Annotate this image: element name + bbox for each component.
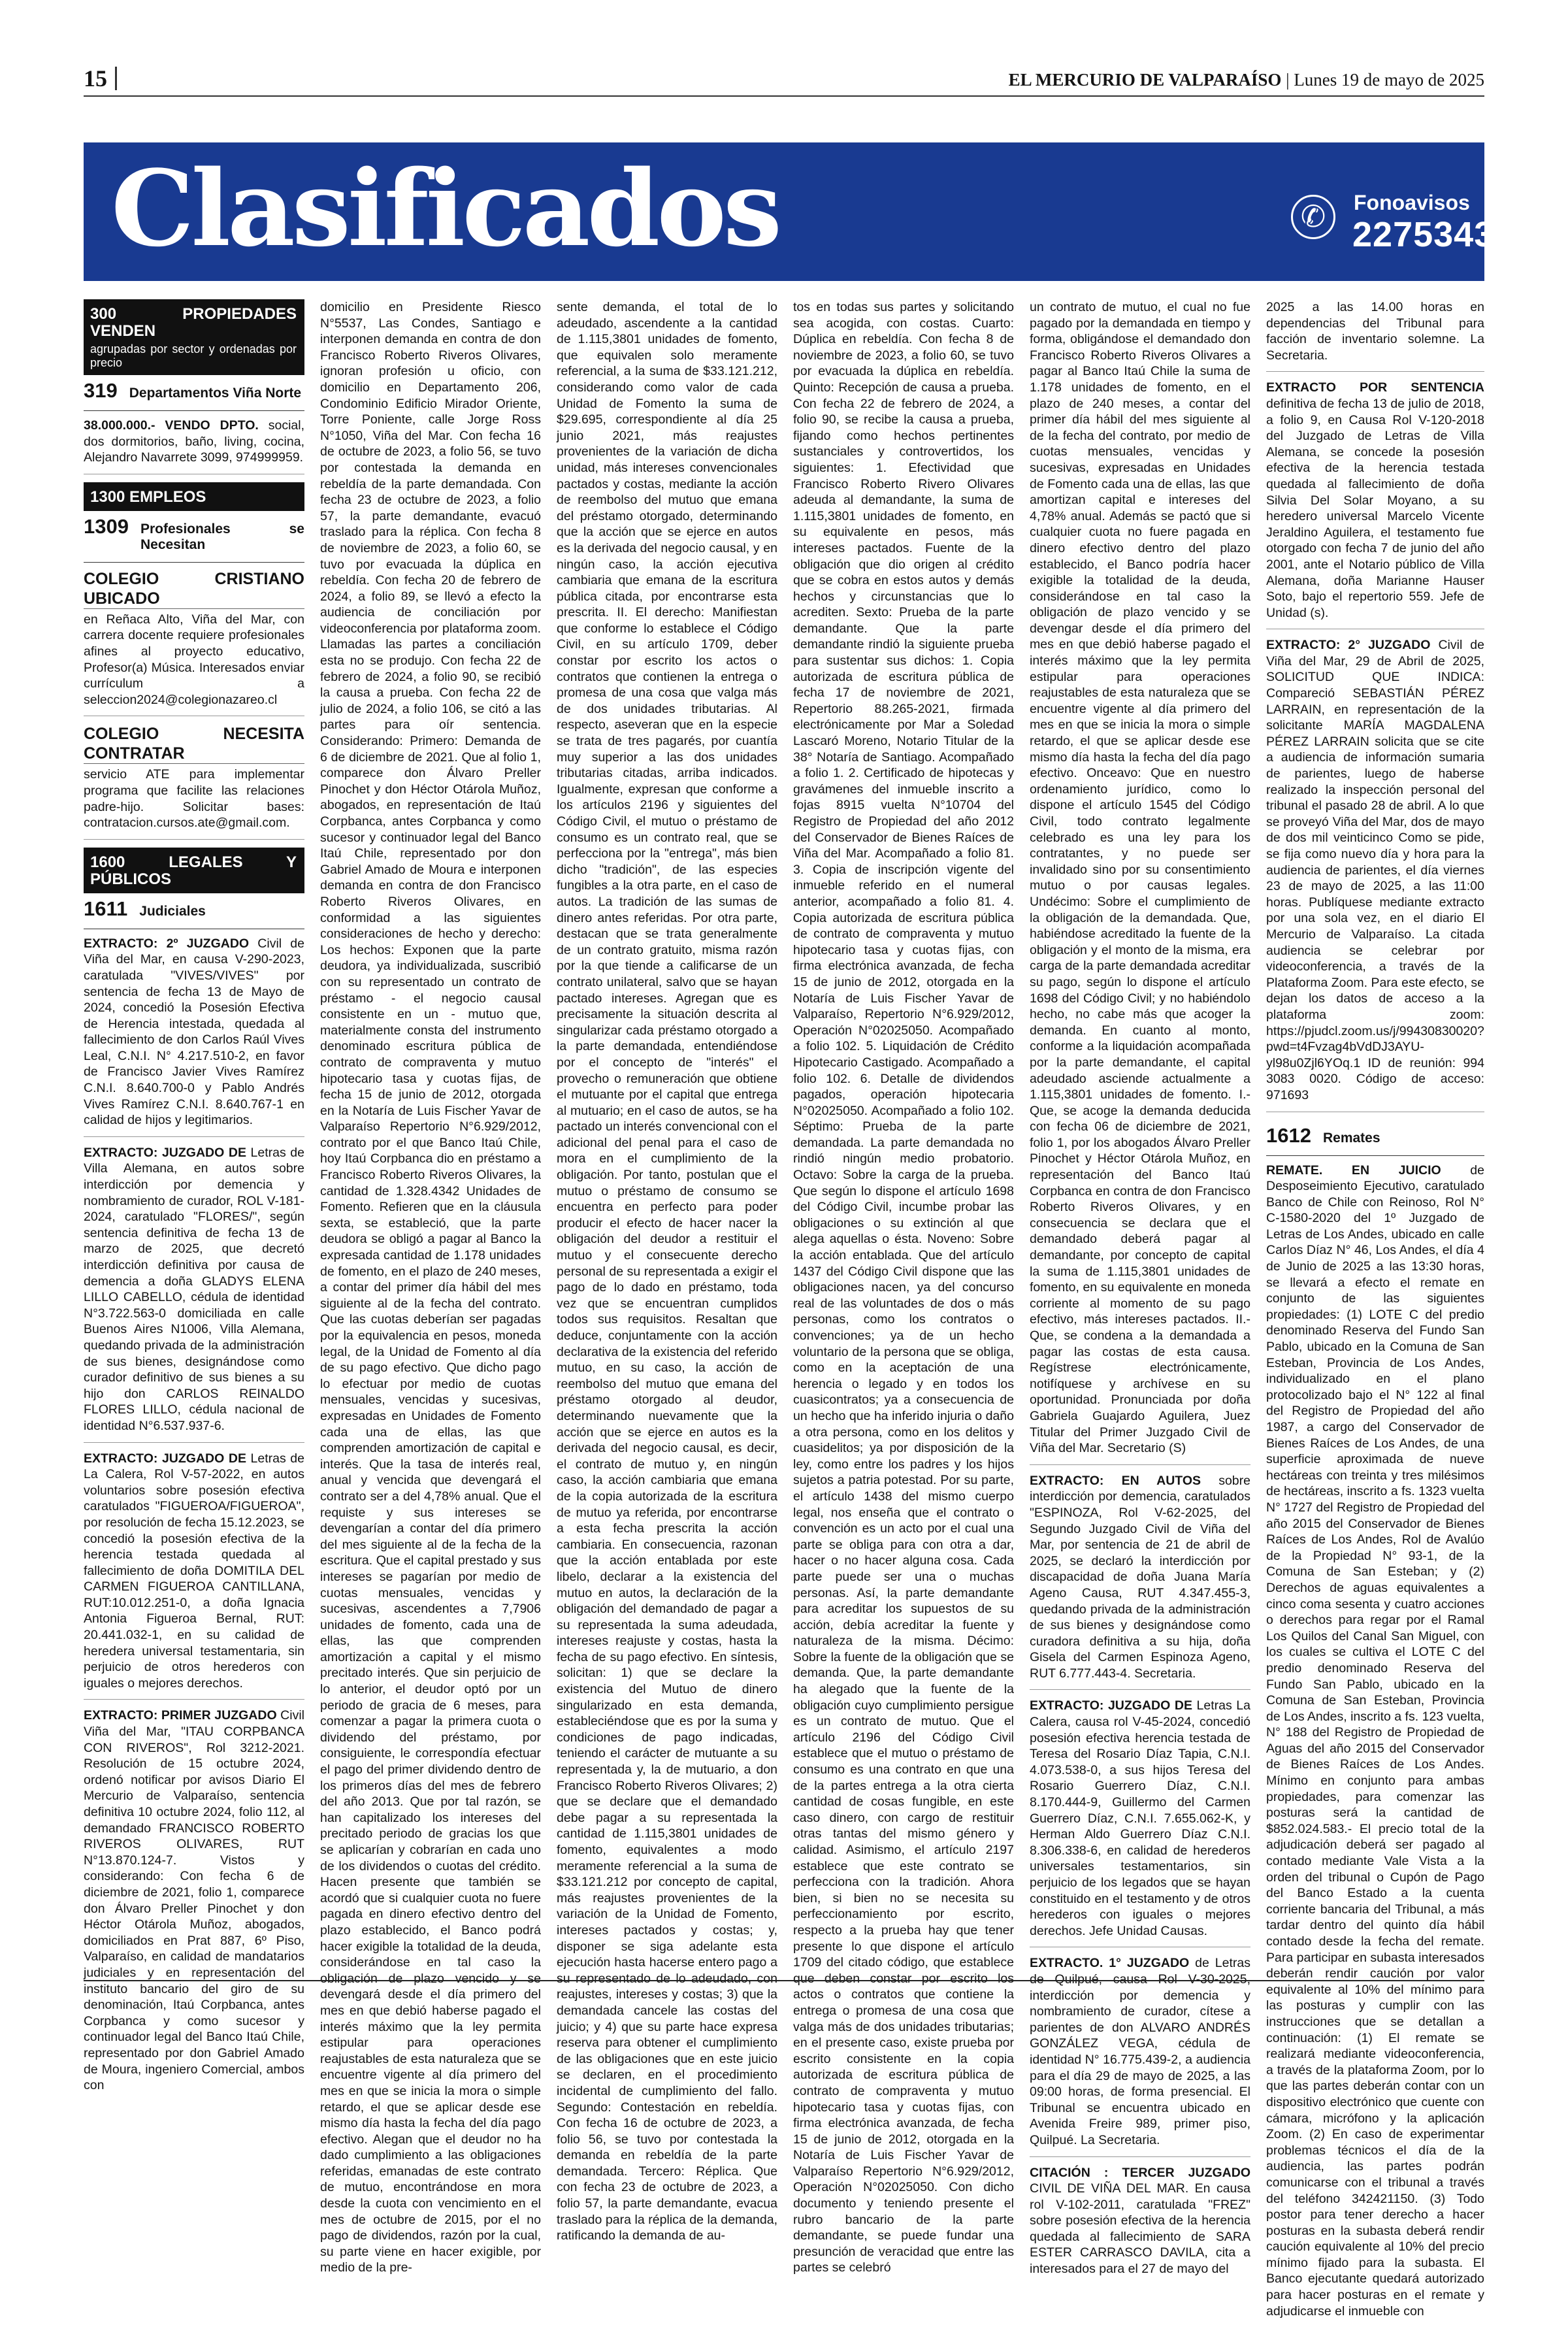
notice-continuation: sente demanda, el total de lo adeudado, ascendente a la cantidad de 1.115,3801 unidades de fomento, que equivalen solo meramente referencial, a la suma de $33.121.212, considerando como valor de cada Unidad de Fomento la suma de $29.695, correspondiente al día 25 junio 2021, más reajustes provenientes de la variación de dicha unidad, más intereses convencionales pactados y costas, mediante la acción de reembolso del mutuo que emana del préstamo otorgado, determinando que la acción que se ejerce en autos es la derivada del negocio causal, y en ningún caso, la acción ejecutiva cambiaria que emana de la escritura pública citada, por encontrarse esta prescrita. II. El derecho: Manifiestan que conforme lo establece el Código Civil, en su artículo 1709, deber constar por escrito los actos o contratos que contienen la entrega o promesa de una cosa que valga más de dos unidades tributarias. Al respecto, aseveran que en la especie se trata de tres pagarés, por cuantía muy superior a las dos unidades tributarias citadas, arriba indicados. Igualmente, expresan que conforme a los artículos 2196 y siguientes del Código Civil, el mutuo o préstamo de consumo es un contrato real, que se perfecciona por la "entrega", más bien dicho "tradición", de las especies fungibles a la otra parte, en el caso de autos. La tradición de las sumas de dinero antes referidas. Por otra parte, destacan que se trata generalmente de un contrato gratuito, misma razón por la que tiende a calificarse de un contrato unilateral, salvo que se hayan pactado intereses. Agregan que es precisamente la situación descrita al singularizar cada préstamo otorgado a la parte demandada, entendiéndose por el concepto de "interés" el provecho o remuneración que obtiene el mutuante por el capital que entrega al mutuario; en el caso de autos, se ha pactado un interés convencional con el adicional del penal para el caso de mora en el cumplimiento de la obligación. Por tanto, postulan que el mutuo o préstamo de consumo se encuentra en perfecto para poder producir el efecto de hacer nacer la obligación del deudor a restituir el mutuo y el consecuente derecho personal de su representada a exigir el pago de lo dado en préstamo, toda vez que se encuentran cumplidos todos sus requisitos. Resaltan que deduce, conjuntamente con la acción declarativa de la existencia del referido mutuo, en su caso, la acción de reembolso del mutuo que emana del préstamo otorgado al deudor, determinando nuevamente que la acción que se ejerce en autos es la derivada del negocio causal, es decir, el contrato de mutuo y, en ningún caso, la acción cambiaria que emana de la copia autorizada de la escritura de mutuo ya referida, por encontrarse a esta fecha prescrita la acción cambiaria. En consecuencia, razonan que la acción entablada por este libelo, declarar a la existencia del mutuo en autos, la declaración de la obligación del demandado de pagar a su representada la suma adeudada, intereses reajuste y costas, hasta la fecha de su pago efectivo. En síntesis, solicitan: 1) que se declare la existencia del Mutuo de dinero singularizado en esta demanda, estableciéndose que es por la suma y condiciones de pago indicadas, teniendo el carácter de mutuante a su representada y, la de mutuario, a don Francisco Roberto Riveros Olivares; 2) que se declare que el demandado debe pagar a su representada la cantidad de 1.115,3801 unidades de fomento, equivalentes a modo meramente referencial a la suma de $33.121.212 por concepto de capital, más reajustes provenientes de la variación de la Unidad de Fomento, intereses pactados y costas; y, disponer se siga adelante esta ejecución hasta hacerse entero pago a su representado de lo adeudado, con reajustes, intereses y costas; 3) que la demandada cancele las costas del juicio; y 4) que su parte hace expresa reserva para obtener el cumplimiento de las obligaciones que en este juicio se declaren, en el procedimiento incidental de cumplimiento del fallo. Segundo: Contestación en rebeldía. Con fecha 16 de octubre de 2023, a folio 56, se tuvo por contestada la demanda en rebeldía de la parte demandada. Tercero: Réplica. Que con fecha 23 de octubre de 2023, a folio 57, la parte demandante, evacua traslado para la réplica de la demanda, ratificando la demanda de au- (557, 299, 777, 2244)
notice-lead: EXTRACTO: EN AUTOS (1030, 1474, 1201, 1488)
ad-lead: 38.000.000.- VENDO DPTO. (84, 418, 259, 433)
notice-body: Letras de Villa Alemana, en autos sobre interdicción por demencia y nombramiento de curador, ROL V-181-2024, caratulado "FLORES/", según sentencia definitiva de fecha 13 de marzo de 2025, que decretó interdicción definitiva por causa de demencia a doña GLADYS ELENA LILLO CABELLO, cédula de identidad N°3.722.563-0 domiciliada en calle Buenos Aires N1006, Villa Alemana, quedando privada de la administración de sus bienes, designándose como curador definitivo de sus bienes a su hijo don CARLOS REINALDO FLORES LILLO, cédula nacional de identidad N°6.537.937-6. (84, 1146, 304, 1433)
notice-lead: EXTRACTO POR SENTENCIA (1266, 380, 1484, 395)
ad-colegio-contratar (84, 724, 304, 839)
notice-lead: EXTRACTO: JUZGADO DE (1030, 1698, 1192, 1713)
section-header-300 (84, 299, 304, 375)
column-3 (557, 299, 777, 1970)
notice-body: sobre interdicción por demencia, caratulados "ESPINOZA, Rol V-62-2025, del Segundo Juzgado Civil de Viña del Mar, por sentencia de 21 de abril de 2025, se declaró la interdicción por discapacidad de doña Juana María Ageno Causa, RUT 4.347.455-3, quedando privada de la administración de sus bienes y designándose como curadora definitiva a su hija, doña Gisela del Carmen Espinoza Ageno, RUT 6.777.443-4. Secretaria. (1030, 1474, 1250, 1681)
page-number: 15 (84, 67, 117, 90)
category-319 (84, 375, 304, 411)
notice-body: Civil Viña del Mar, "ITAU CORPBANCA CON RIVEROS", Rol 3212-2021. Resolución de 15 octubre 2024, ordenó notificar por avisos Diario El Mercurio de Valparaíso, sentencia definitiva 10 octubre 2024, folio 112, al demandado FRANCISCO ROBERTO RIVEROS OLIVARES, RUT N°13.870.124-7. Vistos y considerando: Con fecha 6 de diciembre de 2021, folio 1, comparece don Álvaro Preller Pinochet y don Héctor Otárola Muñoz, abogados, domiciliados en Prat 887, 6º Piso, Valparaíso, en calidad de mandatarios judiciales y en representación del instituto bancario del giro de su denominación, Itaú Corpbanca, antes Corpbanca y como sucesor y continuador legal del Banco Itaú Chile, representado por don Gabriel Amado de Moura, ingeniero Comercial, ambos con (84, 1708, 304, 2092)
notice-continuation (1266, 299, 1484, 372)
category-1611 (84, 893, 304, 929)
ad-body: en Reñaca Alto, Viña del Mar, con carrera docente requiere profesionales afines al proyecto educativo, Profesor(a) Música. Interesados enviar currículum a seleccion2024@colegionazareo.cl (84, 612, 304, 708)
judicial-notice (84, 1451, 304, 1700)
section-header-1600 (84, 848, 304, 893)
notice-lead: EXTRACTO: JUZGADO DE (84, 1451, 246, 1466)
column-4 (793, 299, 1014, 1970)
category-1309 (84, 511, 304, 563)
ad-colegio-cristiano (84, 569, 304, 717)
newspaper-name: EL MERCURIO DE VALPARAÍSO (1009, 70, 1282, 90)
notice-lead: EXTRACTO: JUZGADO DE (84, 1146, 246, 1160)
notice-lead: EXTRACTO: 2º JUZGADO (84, 936, 249, 951)
judicial-notice (1266, 380, 1484, 629)
column-2 (320, 299, 541, 1970)
column-5 (1030, 299, 1250, 1970)
section-1300-title: 1300 EMPLEOS (90, 488, 206, 506)
judicial-notice (84, 1145, 304, 1443)
notice-lead: EXTRACTO. 1° JUZGADO (1030, 1956, 1189, 1970)
notice-lead: REMATE. EN JUICIO (1266, 1163, 1441, 1178)
category-label: Profesionales se Necesitan (140, 521, 304, 553)
section-300-subtitle: agrupadas por sector y ordenadas por precio (90, 342, 297, 370)
masthead-line: EL MERCURIO DE VALPARAÍSO | Lunes 19 de mayo de 2025 (1009, 70, 1484, 90)
category-label: Departamentos Viña Norte (129, 386, 301, 401)
ad-title: COLEGIO CRISTIANO UBICADO (84, 569, 304, 609)
notice-body: de Letras de Quilpué, causa Rol V-30-2025, interdicción por demencia y nombramiento de curador, cítese a parientes de don ALVARO ANDRÉS GONZÁLEZ VEGA, cédula de identidad N° 16.775.439-2, a audiencia para el día 29 de mayo de 2025, a las 09:00 horas, de forma presencial. El Tribunal se encuentra ubicado en Avenida Freire 989, primer piso, Quilpué. La Secretaria. (1030, 1956, 1250, 2147)
ad-body: social, dos dormitorios, baño, living, cocina, Alejandro Navarrete 3099, 974999959. (84, 418, 304, 465)
notice-continuation (1030, 299, 1250, 1465)
remate-notice (1266, 1163, 1484, 2327)
fonoavisos-label: Fonoavisos (1354, 191, 1470, 215)
ad-title: COLEGIO NECESITA CONTRATAR (84, 724, 304, 764)
ad-departamento (84, 418, 304, 474)
notice-body: 2025 a las 14.00 horas en dependencias del Tribunal para facción de inventario solemne. La Secretaria. (1266, 299, 1484, 363)
section-header-1300 (84, 482, 304, 511)
judicial-notice (84, 1708, 304, 2101)
category-number: 1309 (84, 519, 129, 535)
notice-continuation: domicilio en Presidente Riesco N°5537, Las Condes, Santiago e interponen demanda en contra de don Francisco Roberto Riveros Olivares, ignoran profesión u oficio, con domicilio en Departamento 206, Condominio Edificio Mirador Oriente, Torre Poniente, calle Jorge Ross N°1050, Viña del Mar. Con fecha 16 de octubre de 2023, a folio 56, se tuvo por contestada la demanda en rebeldía de la parte demandada. Con fecha 23 de octubre de 2023, a folio 57, la parte demandante, evacuó traslado para la réplica. Con fecha 8 de noviembre de 2023, a folio 60, se tuvo por evacuada la dúplica en rebeldía. Con fecha 20 de febrero de 2024, a folio 89, se llevó a efecto la audiencia de conciliación por videoconferencia por plataforma zoom. Llamadas las partes a conciliación esta no se produjo. Con fecha 22 de febrero de 2024, a folio 90, se recibió la causa a prueba. Con fecha 22 de julio de 2024, a folio 106, se citó a las partes para oír sentencia. Considerando: Primero: Demanda de 6 de diciembre de 2021. Que al folio 1, comparece don Álvaro Preller Pinochet y don Héctor Otárola Muñoz, abogados, en representación de Itaú Corpbanca, antes Corpbanca y como sucesor y continuador legal del Banco Itaú Chile, representado por don Gabriel Amado de Moura e interponen demanda en contra de don Francisco Roberto Riveros Olivares, en conformidad a las siguientes consideraciones de hecho y derecho: Los hechos: Exponen que la parte deudora, ya individualizada, suscribió con su representado un contrato de préstamo - el negocio causal consistente en un - mutuo que, materialmente consta del instrumento denominado escritura pública de contrato de compraventa y mutuo hipotecario tasa y cuotas fijas, de fecha 15 de junio de 2012, otorgada en la Notaría de Luis Fischer Yavar de Valparaíso Repertorio N°6.929/2012, contrato por el que Banco Itaú Chile, hoy Itaú Corpbanca dio en préstamo a Francisco Roberto Riveros Olivares, la cantidad de 1.328.4342 Unidades de Fomento. Refieren que en la cláusula sexta, se estableció, que la parte deudora se obligó a pagar al Banco la expresada cantidad de 1.178 unidades de fomento, en el plazo de 240 meses, a contar del primer día hábil del mes siguiente al de la fecha del contrato. Que las cuotas deberían ser pagadas por la equivalencia en pesos, moneda legal, de la Unidad de Fomento al día de su pago efectivo. Que dicho pago lo efectuar por medio de cuotas mensuales, vencidas y sucesivas, expresadas en Unidades de Fomento cada una de ellas, las que comprenden amortización de capital e interés. Que la tasa de interés real, anual y vencida que devengará el contrato ser a del 4,78% anual. Que el requiste y sus intereses se devengarían a contar del día primero del mes siguiente al de la fecha de la escritura. Que el capital prestado y sus intereses se pagarían por medio de cuotas mensuales, vencidas y sucesivas, ascendentes a 7,7906 unidades de fomento, cada una de ellas, las que comprenden amortización a capital y el mismo precitado interés. Que sin perjuicio de lo anterior, el deudor optó por un periodo de gracia de 6 meses, para comenzar a pagar la primera cuota o dividendo del préstamo, por consiguiente, le correspondía efectuar el pago del primer dividendo dentro de los primeros días del mes de febrero del año 2013. Que por tal razón, se han capitalizado los intereses del precitado periodo de gracias los que se aplicarían y cobrarían en cada uno de los dividendos o cuotas del crédito. Hacen presente que también se acordó que si cualquier cuota no fuere pagada en dinero efectivo dentro del plazo establecido, el Banco podrá hacer exigible la totalidad de la deuda, considerándose en tal caso la obligación de plazo vencido y se devengará desde el día primero del mes en que debió haberse pagado el interés máximo que la ley permita estipular para operaciones reajustables de esta naturaleza que se encuentre vigente al día primero del mes en que se inicia la mora o simple retardo, el que se aplicar desde ese mismo día hasta la fecha del día pago efectivo. Alegan que el deudor no ha dado cumplimiento a las obligaciones referidas, emanadas de este contrato de mutuo, encontrándose en mora desde la cuota con vencimiento en el mes de octubre de 2015, por el no pago de dividendos, razón por la cual, su parte viene en hacer exigible, por medio de la pre- (320, 299, 541, 2276)
phone-icon: ✆ (1291, 195, 1335, 239)
fonoavisos-number[interactable]: 227534313 (1352, 214, 1535, 255)
notice-lead: EXTRACTO: 2° JUZGADO (1266, 638, 1430, 652)
notice-continuation: tos en todas sus partes y solicitando sea acogida, con costas. Cuarto: Dúplica en rebeldía. Con fecha 8 de noviembre de 2023, a folio 60, se tuvo por evacuada la dúplica en rebeldía. Quinto: Recepción de causa a prueba. Con fecha 22 de febrero de 2024, a folio 90, se recibe la causa a prueba, fijando como hechos pertinentes sustanciales y controvertidos, los siguientes: 1. Efectividad que Francisco Roberto Rivero Olivares adeuda al demandante, la suma de 1.115,3801 unidades de fomento, en su equivalente en pesos, más intereses pactados. Fuente de la obligación que dio origen al crédito que se cobra en estos autos y demás hechos y circunstancias que lo acrediten. Sexto: Prueba de la parte demandante. Que la parte demandante rindió la siguiente prueba para sustentar sus dichos: 1. Copia autorizada de escritura pública de fecha 17 de noviembre de 2021, Repertorio 88.265-2021, firmada electrónicamente por Mar a Soledad Lascaró Moreno, Notario Titular de la 38° Notaría de Santiago. Acompañado a folio 1. 2. Certificado de hipotecas y gravámenes del inmueble inscrito a fojas 8915 vuelta N°10704 del Registro de Propiedad del año 2012 del Conservador de Bienes Raíces de Viña del Mar. Acompañado a folio 81. 3. Copia de inscripción vigente del inmueble referido en el numeral anterior, acompañado a folio 81. 4. Copia autorizada de escritura pública de contrato de compraventa y mutuo hipotecario tasa y cuotas fijas, con firma electrónica avanzada, de fecha 15 de junio de 2012, otorgada en la Notaría de Luis Fischer Yavar de Valparaíso, Repertorio N°6.929/2012, Operación N°02025050. Acompañado a folio 102. 5. Liquidación de Crédito Hipotecario Castigado. Acompañado a folio 102. 6. Detalle de dividendos pagados, operación hipotecaria N°02025050. Acompañado a folio 102. Séptimo: Prueba de la parte demandada. La parte demandada no rindió ningún medio probatorio. Octavo: Sobre la carga de la prueba. Que según lo dispone el artículo 1698 del Código Civil, incumbe probar las obligaciones o su extinción al que alega aquellas o ésta. Noveno: Sobre la acción entablada. Que del artículo 1437 del Código Civil dispone que las obligaciones nacen, ya del concurso real de las voluntades de dos o más personas, como los contratos o convenciones; ya de un hecho voluntario de la persona que se obliga, como en la aceptación de una herencia o legado y en todos los cuasicontratos; ya a consecuencia de un hecho que ha inferido injuria o daño a otra persona, como en los delitos y cuasidelitos; ya por disposición de la ley, como entre los padres y los hijos sujetos a patria potestad. Por su parte, el artículo 1438 del mismo cuerpo legal, nos enseña que el contrato o convención es un acto por el cual una parte se obliga para con otra a dar, hacer o no hacer alguna cosa. Cada parte puede ser una o muchas personas. Así, la parte demandante para acreditar los supuestos de su acción, debía acreditar la fuente y naturaleza de la misma. Décimo: Sobre la fuente de la obligación que se demanda. Que, la parte demandante ha alegado que la fuente de la obligación cuyo cumplimiento persigue es un contrato de mutuo. Que el artículo 2196 del Código Civil establece que el mutuo o préstamo de consumo es una contrato en que una de la partes entrega a la otra cierta cantidad de cosas fungible, en este caso dinero, con cargo de restituir otras tantas del mismo género y calidad. Asimismo, el artículo 2197 establece que este contrato se perfecciona con la tradición. Ahora bien, si bien no se necesita su perfeccionamiento por escrito, respecto a la prueba hay que tener presente lo que dispone el artículo 1709 del citado código, que establece que deben constar por escrito los actos o contratos que contiene la entrega o promesa de una cosa que valga más de dos unidades tributarias; en el presente caso, existe prueba por escrito consistente en la copia autorizada de escritura pública de contrato de compraventa y mutuo hipotecario tasa y cuotas fijas, con firma electrónica avanzada, de fecha 15 de junio de 2012, otorgada en la Notaría de Luis Fischer Yavar de Valparaíso Repertorio N°6.929/2012, Operación N°02025050. Con dicho documento y teniendo presente el rubro bancario de la parte demandante, se puede fundar una presunción de veracidad que entre las partes se celebró (793, 299, 1014, 2276)
ad-body: servicio ATE para implementar programa que facilite las relaciones padre-hijo. Solicitar bases: contratacion.cursos.ate@gmail.com. (84, 767, 304, 831)
notice-body: un contrato de mutuo, el cual no fue pagado por la demandada en tiempo y forma, obligándose el demandado don Francisco Roberto Riveros Olivares a pagar al Banco Itaú Chile la suma de 1.178 unidades de fomento, en el plazo de 240 meses, a contar del primer día hábil del mes siguiente al de la fecha del contrato, por medio de cuotas mensuales, vencidas y sucesivas, expresadas en Unidades de Fomento cada una de ellas, las que amortizan capital e intereses del 4,78% anual. Además se pactó que si cualquier cuota no fuere pagada en dinero efectivo dentro del plazo establecido, el Banco podría hacer exigible la totalidad de la deuda, considerándose en tal caso la obligación de plazo vencido y se devengar desde el día primero del mes en que debió haberse pagado el interés máximo que la ley permita estipular para operaciones reajustables de esta naturaleza que se encuentre vigente al día primero del mes en que se inicia la mora o simple retardo, el que se aplicar desde ese mismo día hasta la fecha del día pago efectivo. Onceavo: Que en nuestro ordenamiento jurídico, como lo dispone el artículo 1545 del Código Civil, todo contrato legalmente celebrado es una ley para los contratantes, y no puede ser invalidado sino por su consentimiento mutuo o por causas legales. Undécimo: Sobre el cumplimiento de la obligación de la demandada. Que, habiéndose acreditado la fuente de la obligación y el monto de la misma, era carga de la parte demandada acreditar su pago, según lo dispone el artículo 1698 del Código Civil; y no habiéndolo hecho, no cabe más que acoger la demanda. En cuanto al monto, conforme a la liquidación acompañada por la parte demandante, el capital adeudado asciende actualmente a 1.115,3801 unidades de fomento. I.- Que, se acoge la demanda deducida con fecha 06 de diciembre de 2021, folio 1, por los abogados Álvaro Preller Pinochet y Héctor Otárola Muñoz, en representación del Banco Itaú Corpbanca en contra de don Francisco Roberto Riveros Olivares, y en consecuencia se declara que el demandado deberá pagar al demandante, por concepto de capital la suma de 1.115,3801 unidades de fomento, en su equivalente en moneda corriente al momento de su pago efectivo, más intereses pactados. II.- Que, se condena a la demandada a pagar las costas de esta causa. Regístrese electrónicamente, notifíquese y archívese en su oportunidad. Pronunciada por doña Gabriela Guajardo Aguilera, Juez Titular del Primer Juzgado Civil de Viña del Mar. Secretario (S) (1030, 299, 1250, 1457)
judicial-notice (1266, 637, 1484, 1112)
column-6-wrapper (1266, 299, 1484, 1970)
column-1 (84, 299, 304, 1970)
judicial-notice (84, 936, 304, 1137)
notice-body: de Desposeimiento Ejecutivo, caratulado Banco de Chile con Reinoso, Rol N° C-1580-2020 del 1º Juzgado de Letras de Los Andes, ubicado en calle Carlos Díaz N° 46, Los Andes, el día 4 de Junio de 2025 a las 13:30 horas, se llevará a efecto el remate en conjunto de las siguientes propiedades: (1) LOTE C del predio denominado Reserva del Fundo San Pablo, ubicado en la Comuna de San Esteban, Provincia de Los Andes, individualizado en el plano protocolizado bajo el N° 122 al final del Registro de Propiedad del año 1987, a cargo del Conservador de Bienes Raíces de Los Andes, de una superficie aproximada de nueve hectáreas con treinta y tres milésimos de hectáreas, inscrito a fs. 1323 vuelta N° 1727 del Registro de Propiedad del año 2015 del Conservador de Bienes Raíces de Los Andes, Rol de Avalúo de la Propiedad N° 93-1, de la Comuna de San Esteban; y (2) Derechos de aguas equivalentes a cinco coma sesenta y cuatro acciones o derechos para regar por el Ramal Los Quilos del Canal San Miguel, con los cuales se cultiva el LOTE C del predio denominado Reserva del Fundo San Pablo, ubicado en la Comuna de San Esteban, Provincia de Los Andes, inscrito a fs. 123 vuelta, N° 188 del Registro de Propiedad de Aguas del año 2015 del Conservador de Bienes Raíces de Los Andes. Mínimo en conjunto para ambas propiedades, para comenzar las posturas será la cantidad de $852.024.583.- El precio total de la adjudicación deberá ser pagado al contado mediante Vale Vista a la orden del tribunal o Cupón de Pago del Banco Estado a la cuenta corriente bancaria del Tribunal, a más tardar dentro del quinto día hábil contado desde la fecha del remate. Para participar en subasta interesados deberán rendir caución por valor equivalente al 10% del mínimo para las posturas y cumplir con las instrucciones que se detallan a continuación: (1) El remate se realizará mediante videoconferencia, a través de la plataforma Zoom, por lo que las partes deberán contar con un dispositivo electrónico que cuente con cámara, micrófono y la aplicación Zoom. (2) En caso de experimentar problemas técnicos el día de la audiencia, las partes podrán comunicarse con el tribunal a través del teléfono 342421150. (3) Todo postor para tener derecho a hacer posturas en la subasta deberá rendir caución equivalente al 10% del precio mínimo fijado para la subasta. El Banco ejecutante quedará autorizado para hacer posturas en el remate y adjudicarse el inmueble con (1266, 1163, 1484, 2319)
section-1600-title: 1600 LEGALES Y PÚBLICOS (90, 853, 297, 888)
category-1612 (1266, 1120, 1484, 1156)
category-number: 319 (84, 383, 118, 399)
judicial-notice (1030, 2165, 1250, 2285)
notice-body: Civil de Viña del Mar, en causa V-290-2023, caratulada "VIVES/VIVES" por sentencia de fecha 13 de Mayo de 2024, concedió la Posesión Efectiva de Herencia intestada, quedada al fallecimiento de don Carlos Raúl Vives Leal, C.N.I. N° 4.217.510-2, en favor de Francisco Javier Vives Ramírez C.N.I. 8.640.700-0 y Pablo Andrés Vives Ramírez C.N.I. 8.640.767-1 en calidad de hijos y legitimarios. (84, 936, 304, 1128)
edition-date: Lunes 19 de mayo de 2025 (1294, 70, 1484, 90)
notice-body: Letras La Calera, causa rol V-45-2024, concedió posesión efectiva herencia testada de Teresa del Rosario Díaz Tapia, C.N.I. 4.073.538-0, a sus hijos Teresa del Rosario Guerrero Díaz, C.N.I. 8.170.444-9, Guillermo del Carmen Guerrero Díaz, C.N.I. 7.655.062-K, y Herman Aldo Guerrero Díaz C.N.I. 8.306.338-6, en calidad de herederos universales testamentarios, sin perjuicio de los legados que se hayan constituido en el testamento y de otros herederos con iguales o mejores derechos. Jefe Unidad Causas. (1030, 1698, 1250, 1938)
notice-body: Letras de La Calera, Rol V-57-2022, en autos voluntarios sobre posesión efectiva caratulados "FIGUEROA/FIGUEROA", por resolución de fecha 15.12.2023, se concedió la posesión efectiva de la herencia testada quedada al fallecimiento de doña DOMITILA DEL CARMEN FIGUEROA CANTILLANA, RUT:10.012.251-0, a doña Ignacia Antonia Figueroa Bernal, RUT: 20.441.032-1, en su calidad de heredera universal testamentaria, sin perjuicio de otros herederos con iguales o mejores derechos. (84, 1451, 304, 1691)
judicial-notice (1030, 1473, 1250, 1691)
category-label: Judiciales (139, 904, 206, 919)
page-header (84, 63, 1484, 97)
classifieds-banner (84, 142, 1484, 281)
category-number: 1612 (1266, 1128, 1311, 1144)
notice-body: CIVIL DE VIÑA DEL MAR. En causa rol V-102-2011, caratulada "FREZ" sobre posesión efectiva de la herencia quedada al fallecimiento de SARA ESTER CARRASCO DAVILA, cita a interesados para el 27 de mayo del (1030, 2181, 1250, 2276)
section-300-title: 300 PROPIEDADES VENDEN (90, 305, 297, 340)
category-label: Remates (1323, 1130, 1380, 1146)
notice-lead: CITACIÓN : TERCER JUZGADO (1030, 2166, 1250, 2180)
notice-body: definitiva de fecha 13 de julio de 2018, a folio 9, en Causa Rol V-120-2018 del Juzgado de Letras de Villa Alemana, se concede la posesión efectiva de la herencia testada quedada al fallecimiento de doña Silvia Del Solar Moyano, a su heredero universal Marcelo Vicente Jeraldino Aguilera, el testamento fue otorgado con fecha 7 de junio del año 2001, ante el Notario público de Villa Alemana, doña Marianne Hauser Soto, bajo el repertorio 559. Jefe de Unidad (s). (1266, 397, 1484, 620)
notice-lead: EXTRACTO: PRIMER JUZGADO (84, 1708, 277, 1723)
section-title: Clasificados (111, 146, 779, 271)
category-number: 1611 (84, 901, 127, 917)
judicial-notice (1030, 1955, 1250, 2156)
judicial-notice (1030, 1698, 1250, 1947)
notice-body: Civil de Viña del Mar, 29 de Abril de 2025, SOLICITUD QUE INDICA: Compareció SEBASTIÁN PÉREZ LARRAIN, en representación de la solicitante MARÍA MAGDALENA PÉREZ LARRAIN solicita que se cite a audiencia de información sumaria de parientes, luego de haberse realizado la inspección personal del tribunal el pasado 28 de abril. A lo que se proveyó Viña del Mar, dos de mayo de dos mil veinticinco Como se pide, se fija como nuevo día y hora para la audiencia de parientes, el día viernes 23 de mayo de 2025, a las 11:00 horas. Publíquese mediante extracto por una sola vez, en el diario El Mercurio de Valparaíso. La citada audiencia se celebrar por videoconferencia, a través de la Plataforma Zoom. Para este efecto, se dejan los datos de acceso a la plataforma zoom: https://pjudcl.zoom.us/j/99430830020?pwd=t4Fvzag4bVdDJ3AYU-yl98u0Zjl6YOq.1 ID de reunión: 994 3083 0020. Código de acceso: 971693 (1266, 638, 1484, 1102)
